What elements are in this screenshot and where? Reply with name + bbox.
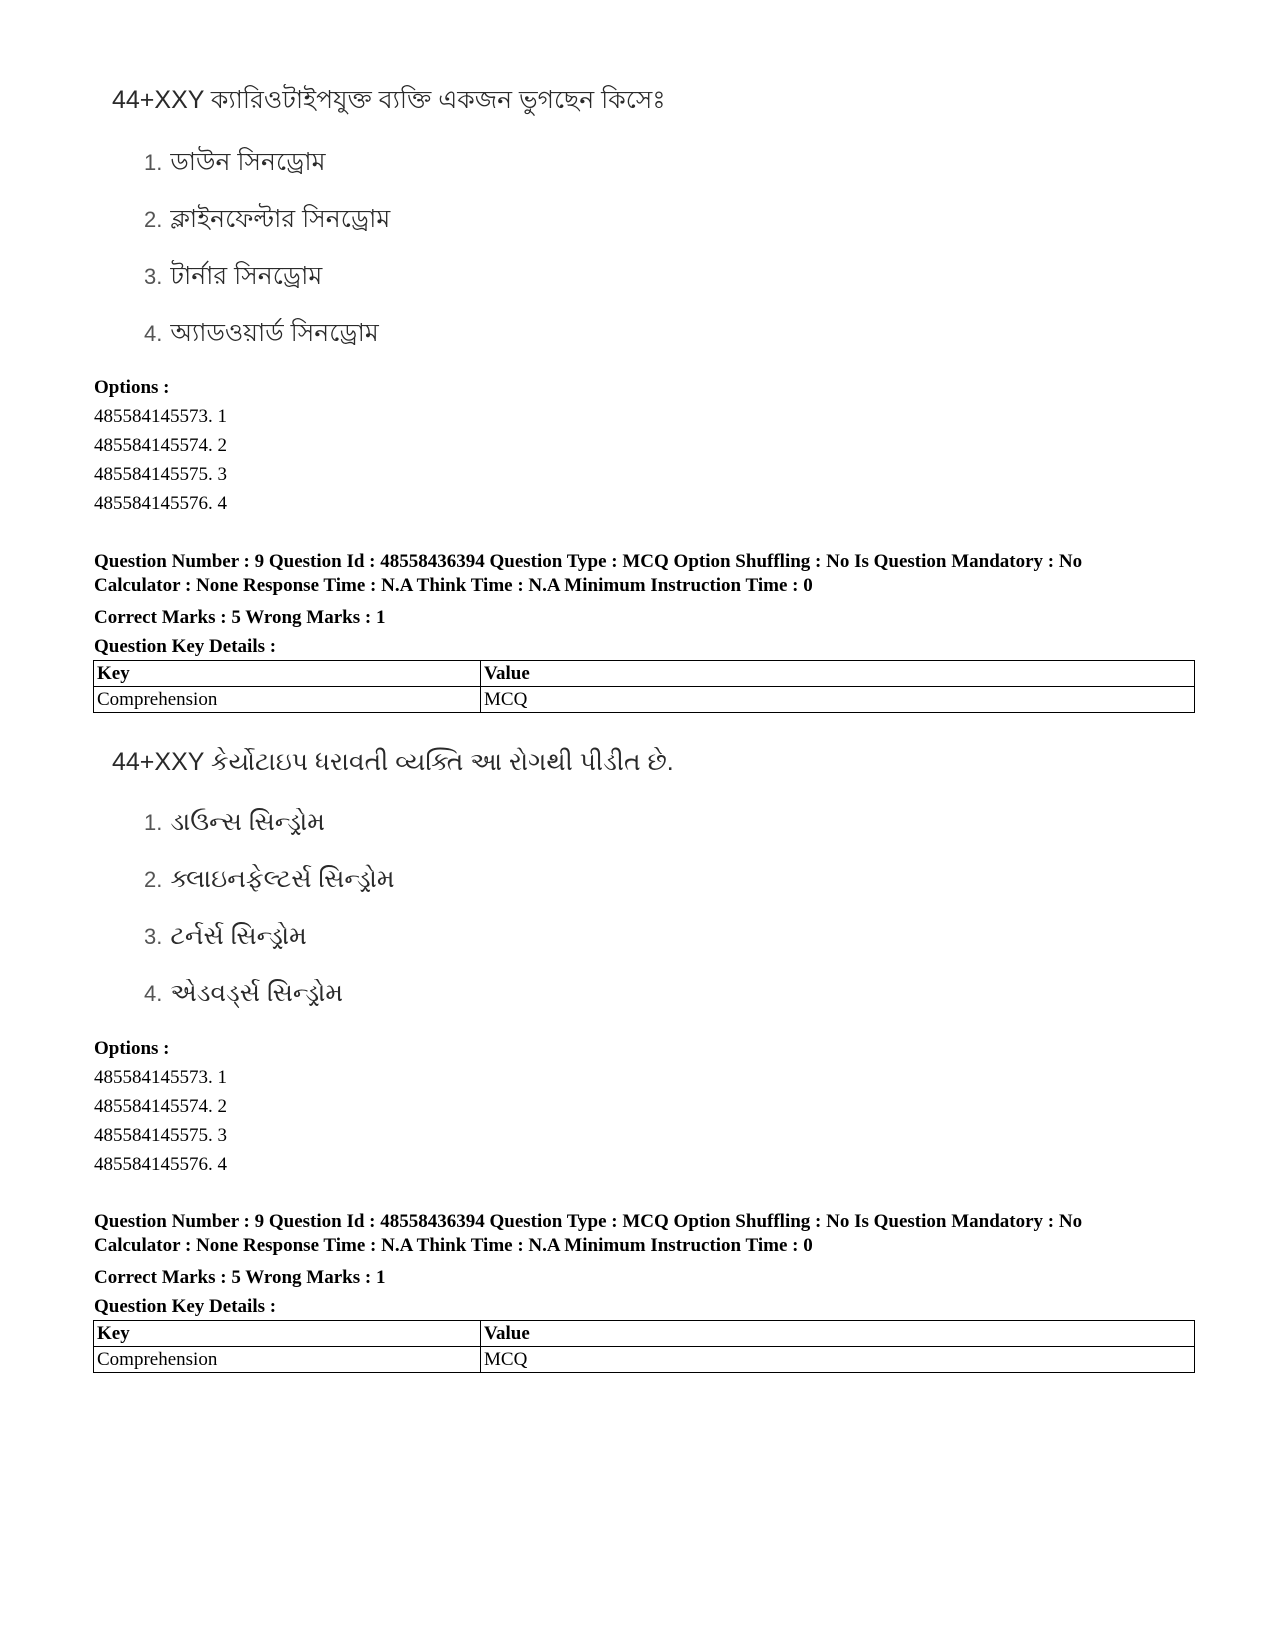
meta-line-2: Calculator : None Response Time : N.A Think Time : N.A Minimum Instruction Time : 0 xyxy=(94,1235,813,1256)
table-header-row xyxy=(94,1321,1195,1347)
key-value-table xyxy=(93,660,1195,713)
key-value-table xyxy=(93,1320,1195,1373)
question-choice: 3. ટર્નર્સ સિન્ડ્રોમ xyxy=(144,922,307,950)
options-block xyxy=(94,373,1194,518)
question-stem: 44+XXY કેર્યોટાઇપ ધરાવતી વ્યક્તિ આ રોગથી પીડીત છે. xyxy=(112,748,674,776)
key-details-heading: Question Key Details : xyxy=(94,636,277,657)
options-block xyxy=(94,1034,1194,1179)
meta-line-1: Question Number : 9 Question Id : 48558436394 Question Type : MCQ Option Shuffling : No Is Question Mandatory : No xyxy=(94,1211,1083,1232)
table-cell-key: Comprehension xyxy=(94,1347,481,1373)
question-image-bengali xyxy=(112,80,832,362)
table-cell-value: MCQ xyxy=(481,1347,1195,1373)
question-choice: 4. એડવર્ડ્સ સિન્ડ્રોમ xyxy=(144,979,344,1007)
question-choice: 1. ડાઉન્સ સિન્ડ્રોમ xyxy=(144,808,325,836)
option-item: 485584145575. 3 xyxy=(94,1125,227,1146)
table-header-value: Value xyxy=(481,1321,1195,1347)
question-choice: 2. ક્લાઇનફેલ્ટર્સ સિન્ડ્રોમ xyxy=(144,865,395,893)
option-item: 485584145573. 1 xyxy=(94,1067,227,1088)
table-header-key: Key xyxy=(94,661,481,687)
key-details-heading: Question Key Details : xyxy=(94,1296,277,1317)
table-row xyxy=(94,1347,1195,1373)
table-row xyxy=(94,687,1195,713)
question-image-gujarati xyxy=(112,742,832,1022)
table-header-row xyxy=(94,661,1195,687)
question-choice: 2. ক্লাইনফেল্টার সিনড্রোম xyxy=(144,205,391,233)
marks-line: Correct Marks : 5 Wrong Marks : 1 xyxy=(94,607,386,628)
option-item: 485584145573. 1 xyxy=(94,406,227,427)
meta-line-1: Question Number : 9 Question Id : 48558436394 Question Type : MCQ Option Shuffling : No Is Question Mandatory : No xyxy=(94,551,1083,572)
table-cell-value: MCQ xyxy=(481,687,1195,713)
option-item: 485584145576. 4 xyxy=(94,1154,227,1175)
marks-line: Correct Marks : 5 Wrong Marks : 1 xyxy=(94,1267,386,1288)
question-choice: 3. টার্নার সিনড্রোম xyxy=(144,262,323,290)
question-stem: 44+XXY ক্যারিওটাইপযুক্ত ব্যক্তি একজন ভুগছেন কিসেঃ xyxy=(112,86,666,114)
option-item: 485584145576. 4 xyxy=(94,493,227,514)
option-item: 485584145574. 2 xyxy=(94,435,227,456)
option-item: 485584145574. 2 xyxy=(94,1096,227,1117)
question-choice: 1. ডাউন সিনড্রোম xyxy=(144,148,326,176)
table-header-key: Key xyxy=(94,1321,481,1347)
table-header-value: Value xyxy=(481,661,1195,687)
table-cell-key: Comprehension xyxy=(94,687,481,713)
options-label: Options : xyxy=(94,1038,170,1059)
question-choice: 4. অ্যাডওয়ার্ড সিনড্রোম xyxy=(144,319,379,347)
meta-line-2: Calculator : None Response Time : N.A Think Time : N.A Minimum Instruction Time : 0 xyxy=(94,575,813,596)
option-item: 485584145575. 3 xyxy=(94,464,227,485)
question-meta xyxy=(94,550,1204,661)
options-label: Options : xyxy=(94,377,170,398)
question-meta xyxy=(94,1210,1204,1321)
